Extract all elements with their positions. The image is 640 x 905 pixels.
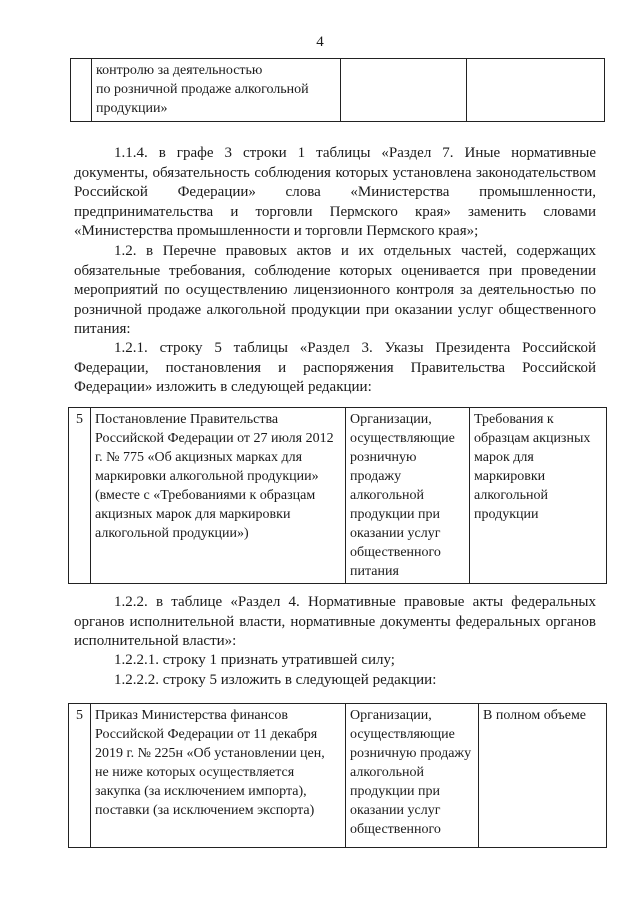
paragraph-1-2-1: 1.2.1. строку 5 таблицы «Раздел 3. Указы Президента Российской Федерации, постановления и распоряжения Правительства Российской Федерации» изложить в следующей редакции:	[74, 340, 596, 395]
table-cell-subjects	[341, 59, 467, 122]
paragraph-1-2-2-1: 1.2.2.1. строку 1 признать утратившей силу;	[114, 652, 395, 668]
table-cell-subjects: Организации, осуществляющие розничную продажу алкогольной продукции при оказании услуг общественного	[346, 704, 479, 848]
table-row	[69, 704, 607, 848]
table-cell-scope: Требования к образцам акцизных марок для маркировки алкогольной продукции	[470, 408, 607, 584]
table-cell-act: контролю за деятельностью по розничной продаже алкогольной продукции»	[92, 59, 341, 122]
table-cell-subjects: Организации, осуществляющие розничную продажу алкогольной продукции при оказании услуг общественного питания	[346, 408, 470, 584]
table-cell-num: 5	[69, 408, 91, 584]
paragraph-1-1-4: 1.1.4. в графе 3 строки 1 таблицы «Раздел 7. Иные нормативные документы, обязательность соблюдения которых установлена законодательством Российской Федерации» слова «Министерства промышленности, предпринимательства и торговли Пермского края» заменить словами «Министерства промышленности и торговли Пермского края»;	[74, 145, 596, 239]
paragraph-1-2: 1.2. в Перечне правовых актов и их отдельных частей, содержащих обязательные требования, соблюдение которых оценивается при проведении мероприятий по осуществлению лицензионного контроля за деятельностью по розничной продаже алкогольной продукции при оказании услуг общественного питания:	[74, 243, 596, 337]
table-section-3	[68, 407, 607, 584]
table-cell-act: Приказ Министерства финансов Российской Федерации от 11 декабря 2019 г. № 225н «Об установлении цен, не ниже которых осуществляется закупка (за исключением импорта), поставки (за исключением экспорта)	[91, 704, 346, 848]
table-row	[69, 408, 607, 584]
table-cell-scope	[467, 59, 605, 122]
table-cell-scope: В полном объеме	[479, 704, 607, 848]
table-cell-num: 5	[69, 704, 91, 848]
table-cell-num	[71, 59, 92, 122]
table-row	[71, 59, 605, 122]
table-section-4	[68, 703, 607, 848]
paragraph-1-2-2-2: 1.2.2.2. строку 5 изложить в следующей редакции:	[114, 672, 437, 688]
paragraph-1-2-2: 1.2.2. в таблице «Раздел 4. Нормативные правовые акты федеральных органов исполнительной власти, нормативные документы федеральных органов исполнительной власти»:	[74, 594, 596, 649]
table-cell-act: Постановление Правительства Российской Федерации от 27 июля 2012 г. № 775 «Об акцизных марках для маркировки алкогольной продукции» (вместе с «Требованиями к образцам акцизных марок для маркировки алкогольной продукции»)	[91, 408, 346, 584]
page-number: 4	[316, 34, 324, 50]
continued-table	[70, 58, 605, 122]
